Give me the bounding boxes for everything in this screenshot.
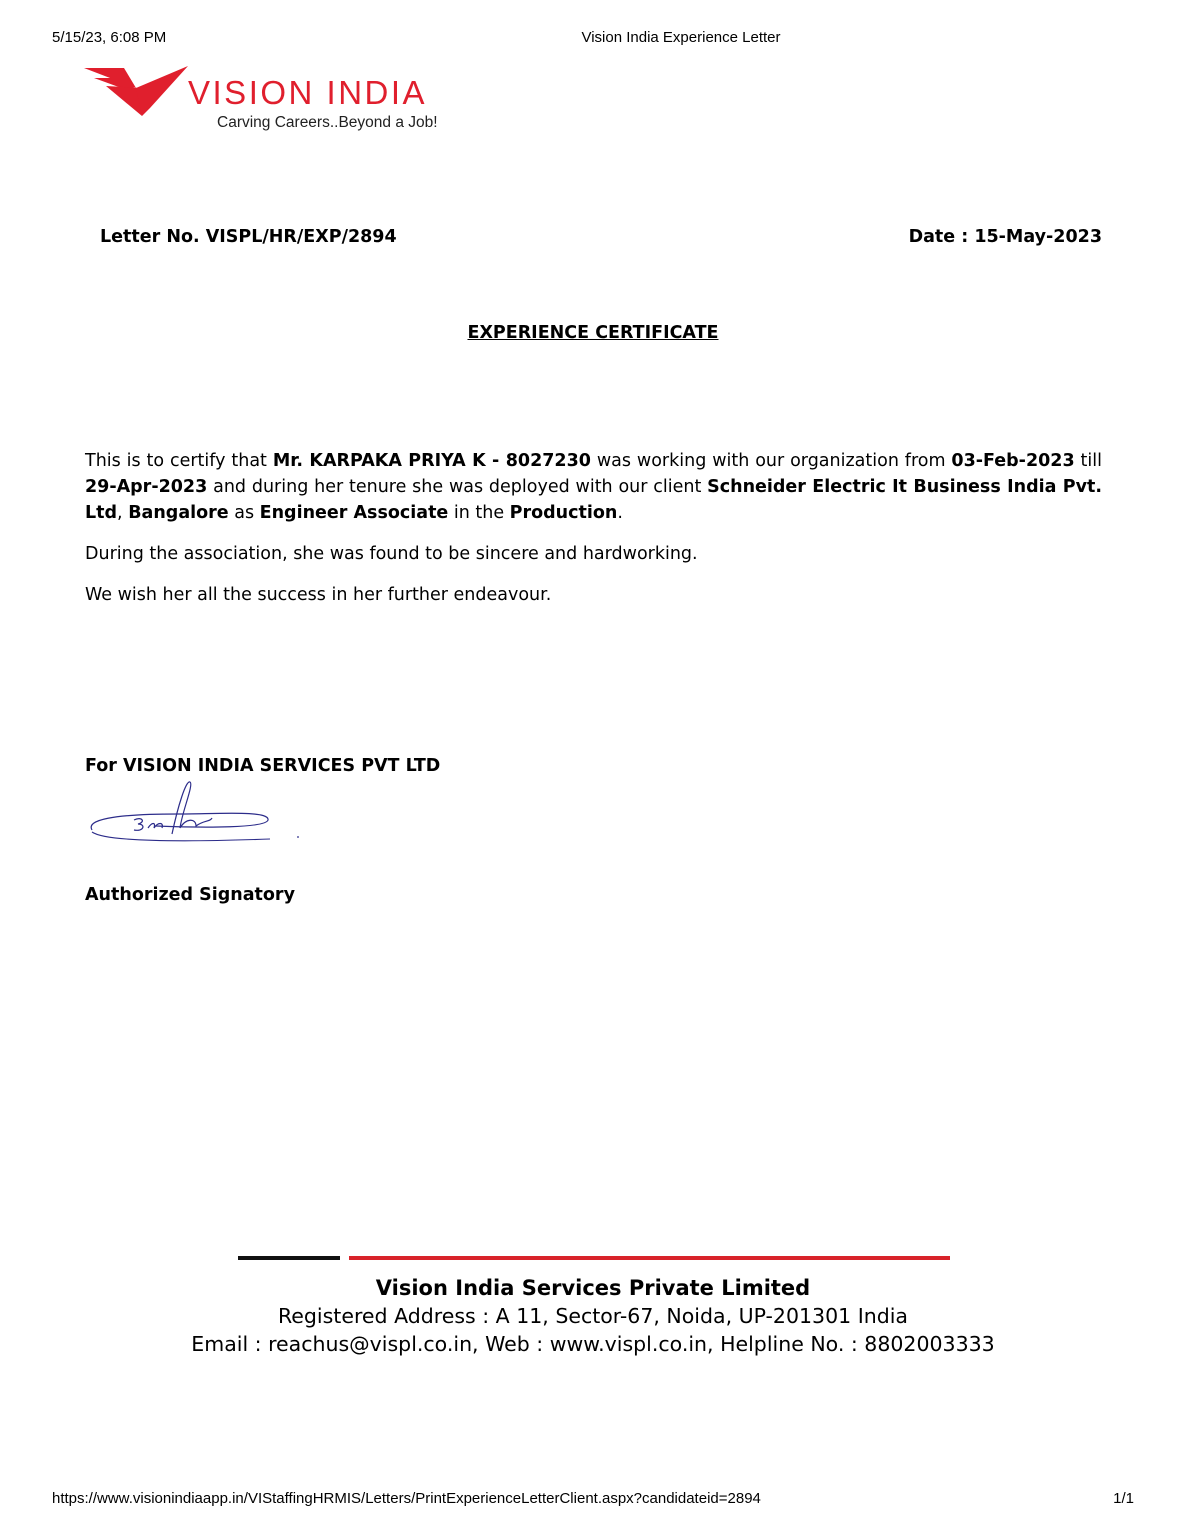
logo-name: VISION INDIA <box>188 74 428 111</box>
client-name: Schneider Electric It Business India Pvt. Ltd <box>85 477 1102 523</box>
footer-bar-red <box>349 1256 950 1260</box>
footer-address: Registered Address : A 11, Sector-67, Noida, UP-201301 India <box>277 1304 908 1328</box>
page-number: 1/1 <box>1113 1490 1134 1507</box>
footer-company: Vision India Services Private Limited <box>375 1276 811 1300</box>
vision-wing-icon <box>84 64 194 120</box>
department: Production <box>509 503 618 523</box>
certificate-paragraph: This is to certify that Mr. KARPAKA PRIYA K - 8027230 was working with our organization from 03-Feb-2023 till 29-Apr-2023 and during her tenure she was deployed with our client Schneider Electric It Business India Pvt. Ltd, Bangalore as Engineer Associate in the Production. <box>85 451 1102 523</box>
print-title: Vision India Experience Letter <box>581 29 781 46</box>
client-city: Bangalore <box>128 503 229 523</box>
footer-bar-dark <box>238 1256 340 1260</box>
authorized-signatory: Authorized Signatory <box>85 885 295 905</box>
letter-number: Letter No. VISPL/HR/EXP/2894 <box>100 227 397 247</box>
company-logo <box>84 64 454 140</box>
to-date: 29-Apr-2023 <box>85 477 208 497</box>
signature-image <box>86 776 316 850</box>
footer-contact: Email : reachus@vispl.co.in, Web : www.vispl.co.in, Helpline No. : 8802003333 <box>191 1332 995 1356</box>
for-company: For VISION INDIA SERVICES PVT LTD <box>85 756 441 776</box>
print-datetime: 5/15/23, 6:08 PM <box>52 29 167 46</box>
page-url: https://www.visionindiaapp.in/VIStaffingHRMIS/Letters/PrintExperienceLetterClient.aspx?candidateid=2894 <box>52 1490 761 1507</box>
employee-name: Mr. KARPAKA PRIYA K - 8027230 <box>272 451 591 471</box>
from-date: 03-Feb-2023 <box>951 451 1075 471</box>
wishes-paragraph: We wish her all the success in her further endeavour. <box>85 585 552 605</box>
logo-tagline: Carving Careers..Beyond a Job! <box>217 114 438 131</box>
certificate-title: EXPERIENCE CERTIFICATE <box>467 323 719 343</box>
designation: Engineer Associate <box>259 503 449 523</box>
letter-date: Date : 15-May-2023 <box>908 227 1102 247</box>
conduct-paragraph: During the association, she was found to be sincere and hardworking. <box>85 544 698 564</box>
